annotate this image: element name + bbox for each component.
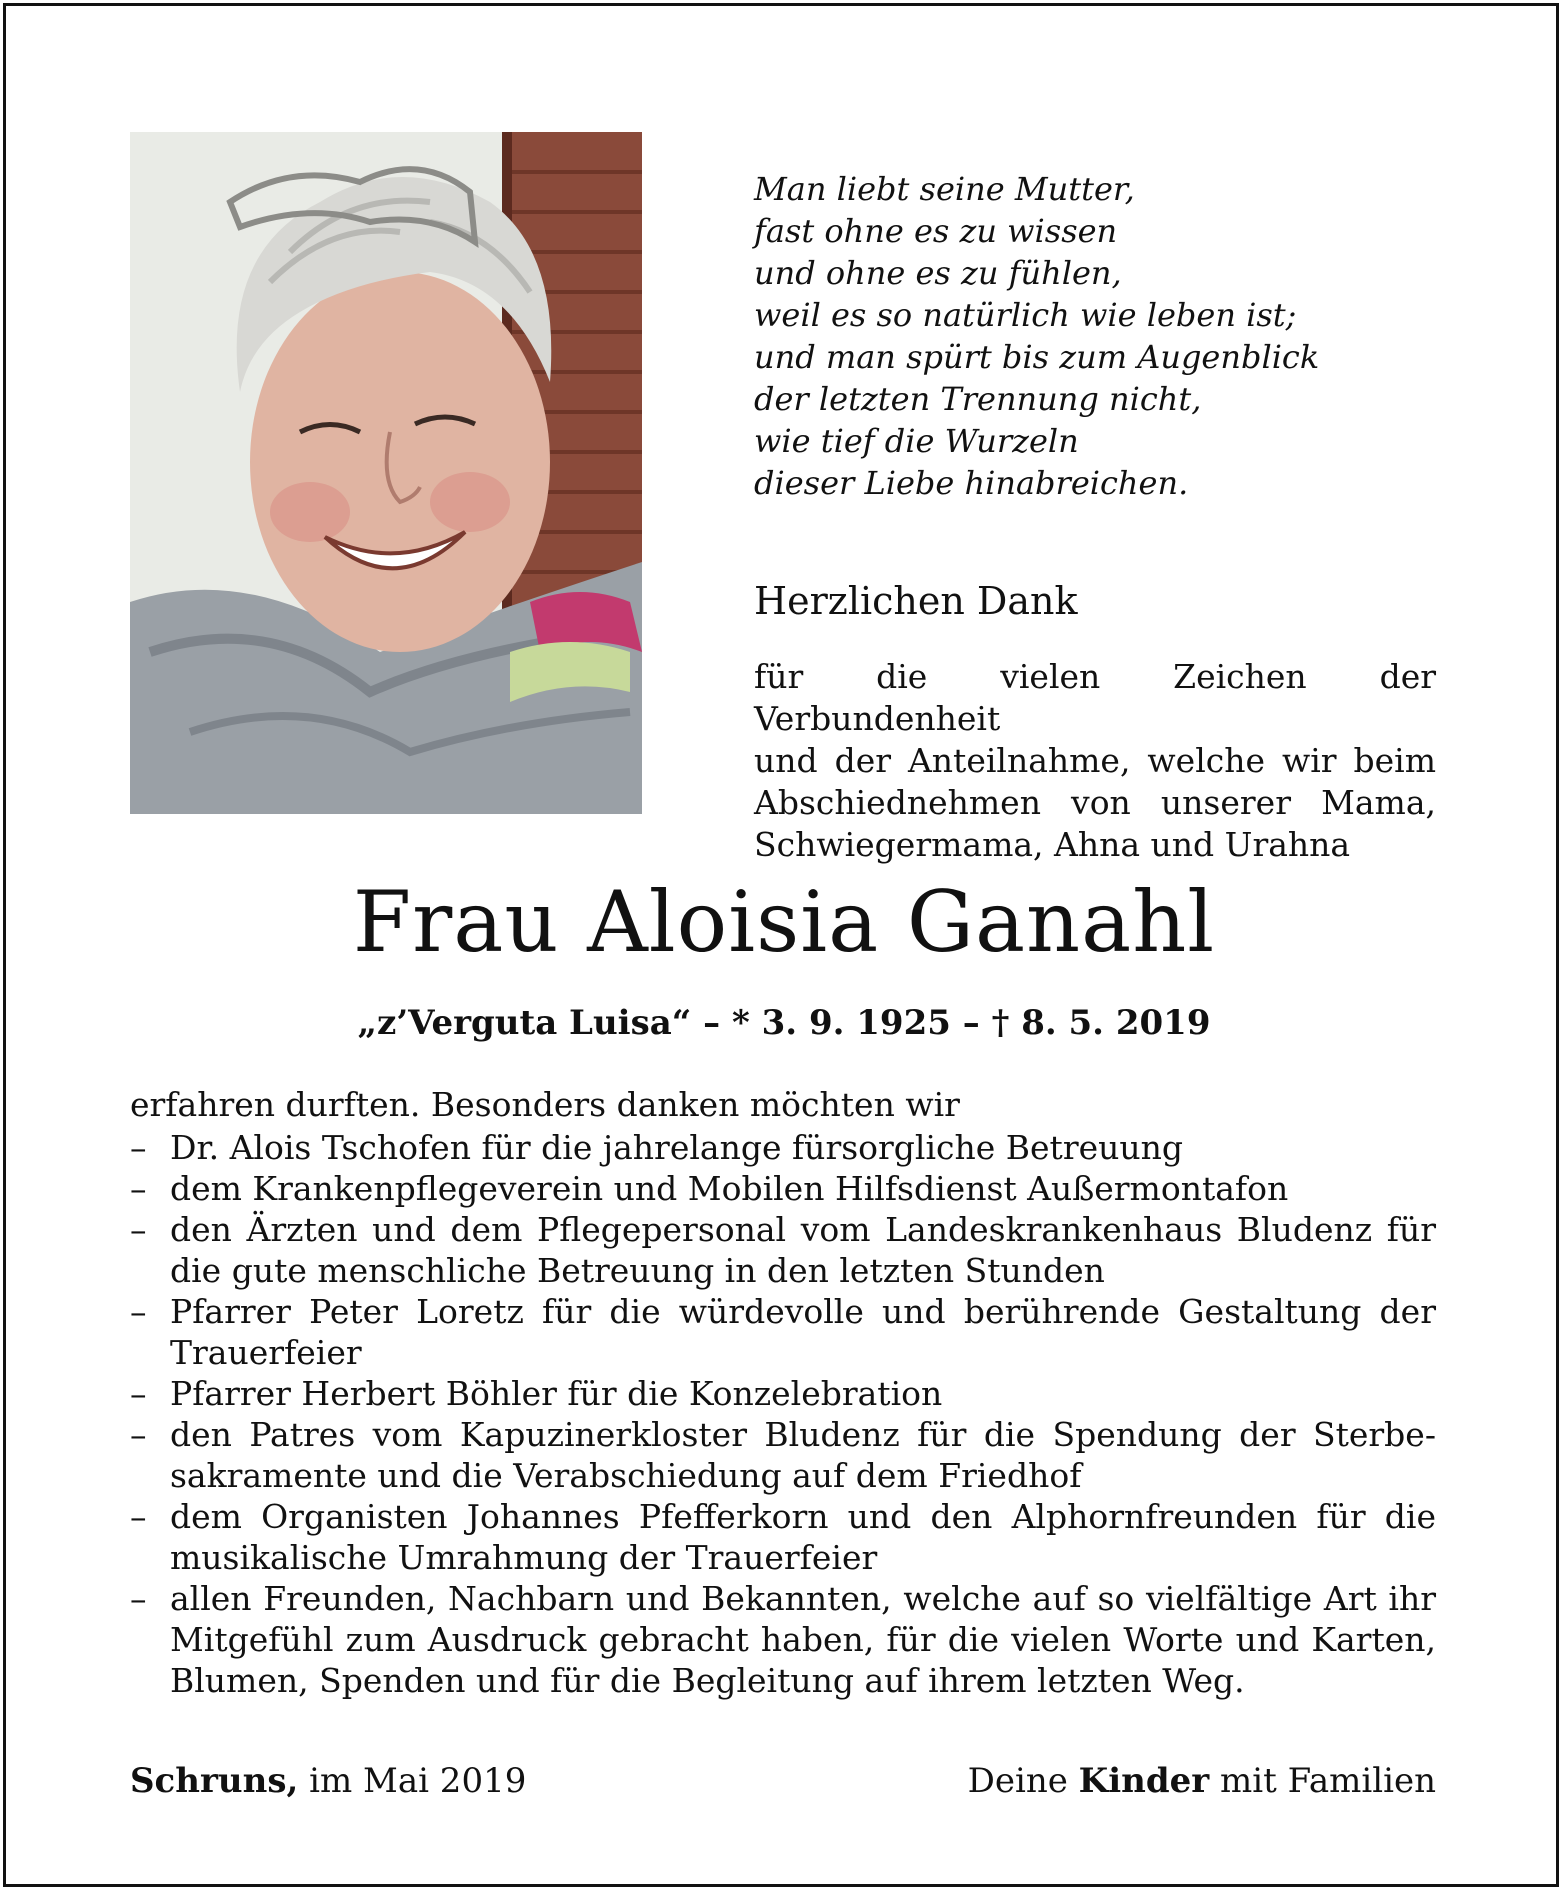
list-item — [130, 1373, 1436, 1414]
list-item-text: den Ärzten und dem Pflegepersonal vom Landeskrankenhaus Bludenz für die gute menschliche Betreuung in den letzten Stunden — [170, 1210, 1436, 1290]
list-item — [130, 1496, 1436, 1578]
thanks-line: Abschiednehmen von unserer Mama, — [754, 783, 1436, 822]
dash-marker: – — [130, 1169, 147, 1208]
dash-marker: – — [130, 1415, 147, 1454]
deceased-name: Frau Aloisia Ganahl — [352, 873, 1216, 971]
dash-marker: – — [130, 1292, 147, 1331]
list-item — [130, 1168, 1436, 1209]
list-item-text: den Patres vom Kapuzinerkloster Bludenz für die Spendung der Sterbesakramente und die Verabschiedung auf dem Friedhof — [170, 1415, 1436, 1495]
acknowledgements-list — [130, 1127, 1436, 1701]
list-item — [130, 1414, 1436, 1496]
poem-line: wie tief die Wurzeln — [754, 422, 1079, 460]
thanks-line: für die vielen Zeichen der Verbundenheit — [754, 657, 1436, 738]
acknowledgements-intro: erfahren durften. Besonders danken möchten wir — [130, 1085, 960, 1124]
poem-line: Man liebt seine Mutter, — [754, 170, 1135, 208]
list-item-text: Pfarrer Herbert Böhler für die Konzelebration — [170, 1374, 943, 1413]
list-item-text: Pfarrer Peter Loretz für die würdevolle und berührende Gestaltung der Trauerfeier — [170, 1292, 1436, 1372]
place: Schruns, — [130, 1761, 299, 1801]
thanks-heading: Herzlichen Dank — [754, 579, 1078, 623]
dash-marker: – — [130, 1210, 147, 1249]
poem-line: der letzten Trennung nicht, — [754, 380, 1202, 418]
signoff-kinder: Kinder — [1078, 1761, 1210, 1801]
dash-marker: – — [130, 1579, 147, 1618]
signoff-suffix: mit Familien — [1209, 1761, 1436, 1801]
signoff — [968, 1760, 1436, 1802]
portrait-illustration — [130, 132, 642, 814]
signoff-prefix: Deine — [967, 1761, 1079, 1801]
dash-marker: – — [130, 1497, 147, 1536]
place-and-date — [130, 1760, 526, 1802]
list-item-text: dem Organisten Johannes Pfefferkorn und den Alphornfreunden für die musikalische Umrahmung der Trauerfeier — [170, 1497, 1436, 1577]
date: im Mai 2019 — [298, 1761, 527, 1801]
list-item — [130, 1291, 1436, 1373]
portrait-photo — [130, 132, 642, 814]
thanks-line: und der Anteilnahme, welche wir beim — [754, 741, 1436, 780]
list-item — [130, 1209, 1436, 1291]
poem-line: und man spürt bis zum Augenblick — [754, 338, 1320, 376]
dash-marker: – — [130, 1374, 147, 1413]
poem-line: und ohne es zu fühlen, — [754, 254, 1122, 292]
poem-line: dieser Liebe hinabreichen. — [754, 464, 1189, 502]
poem-line: fast ohne es zu wissen — [754, 212, 1118, 250]
dash-marker: – — [130, 1128, 147, 1167]
list-item — [130, 1127, 1436, 1168]
thanks-line: Schwiegermama, Ahna und Urahna — [754, 825, 1351, 864]
deceased-dates: „z’Verguta Luisa“ – * 3. 9. 1925 – † 8. 5. 2019 — [357, 1003, 1211, 1043]
poem-line: weil es so natürlich wie leben ist; — [754, 296, 1297, 334]
poem — [754, 168, 1454, 504]
list-item — [130, 1578, 1436, 1701]
list-item-text: dem Krankenpflegeverein und Mobilen Hilfsdienst Außermontafon — [170, 1169, 1289, 1208]
list-item-text: allen Freunden, Nachbarn und Bekannten, welche auf so vielfältige Art ihr Mitgefühl zum Ausdruck gebracht haben, für die vielen Worte und Karten, Blumen, Spenden und für die Begleitung auf ihrem letzten Weg. — [170, 1579, 1436, 1700]
thanks-text — [754, 656, 1436, 866]
list-item-text: Dr. Alois Tschofen für die jahrelange fürsorgliche Betreuung — [170, 1128, 1184, 1167]
